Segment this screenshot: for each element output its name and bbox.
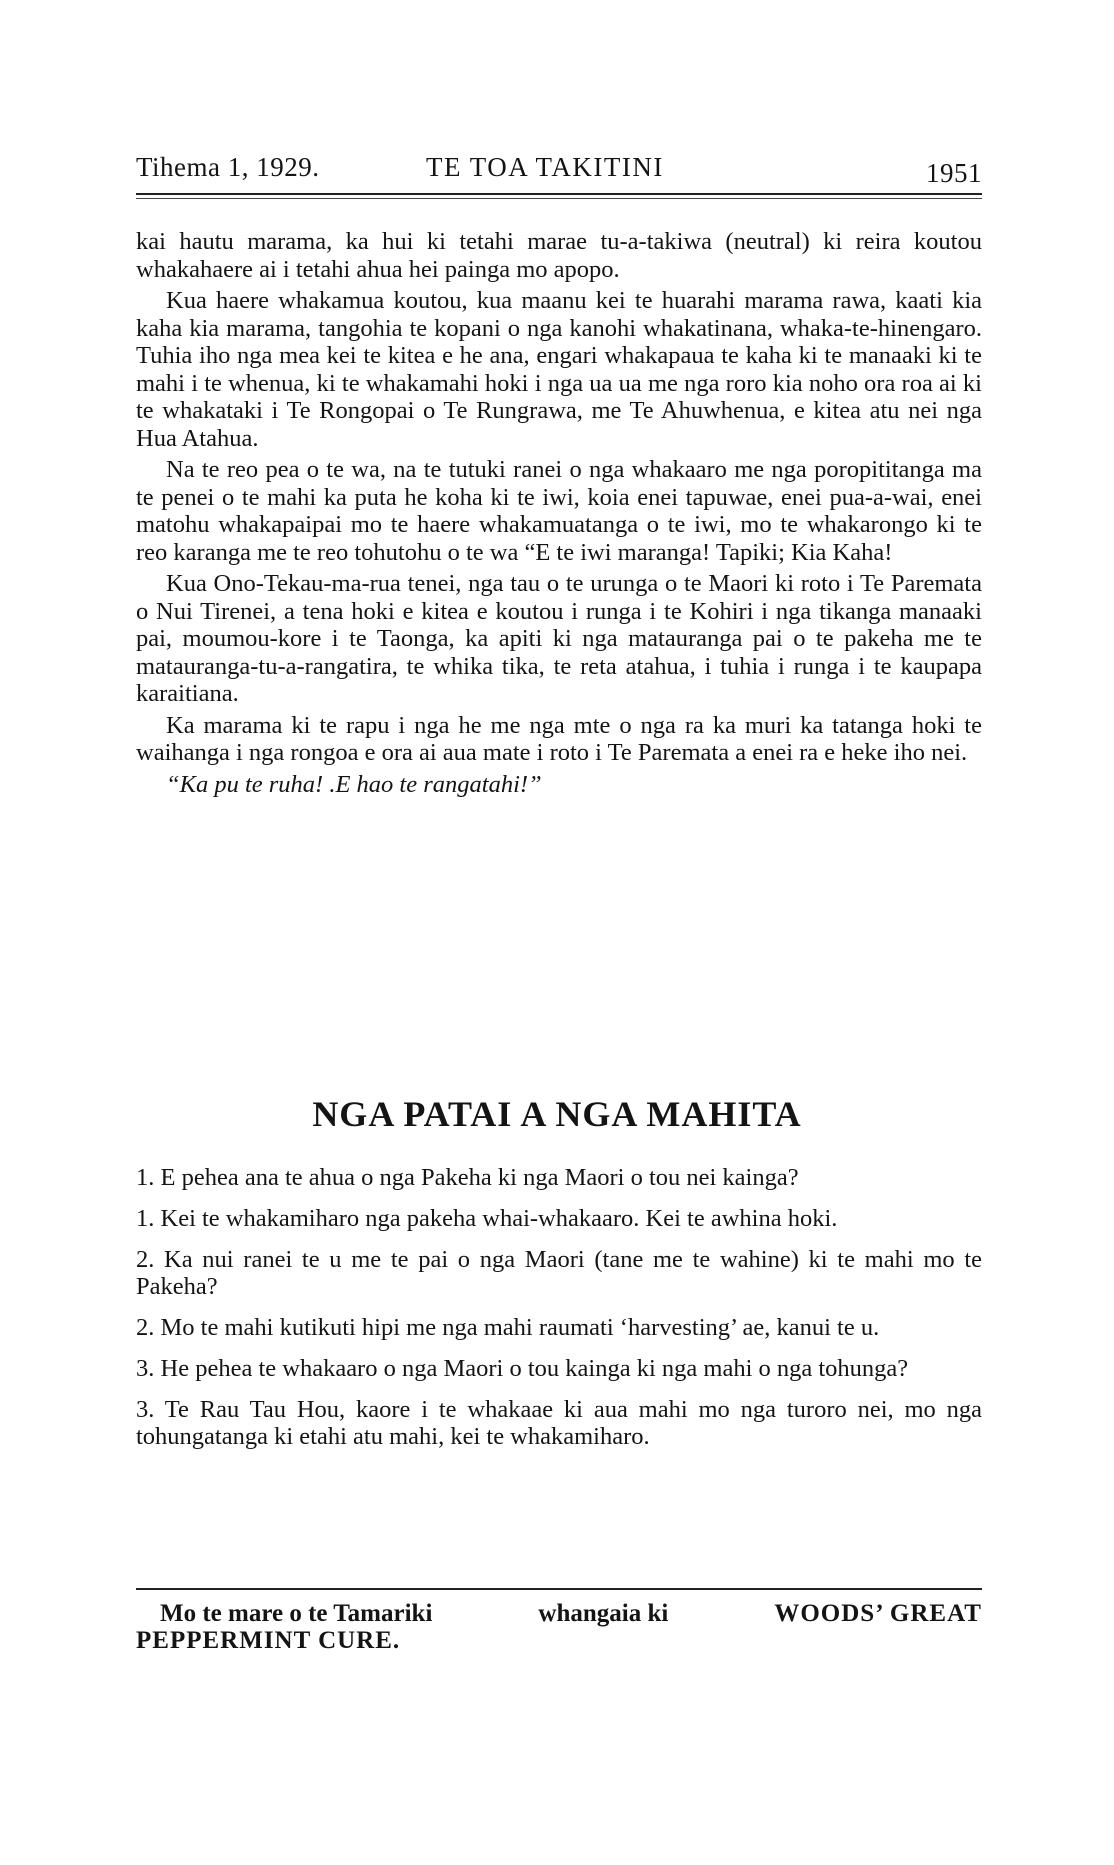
qa-item: 1. Kei te whakamiharo nga pakeha whai-whakaaro. Kei te awhina hoki. [136, 1205, 838, 1232]
article-body [136, 228, 982, 802]
advert-text-a: Mo te mare o te Tamariki [160, 1600, 433, 1627]
header-rule-thin [136, 198, 982, 199]
paragraph: Na te reo pea o te wa, na te tutuki ranei o nga whakaaro me nga poropititanga ma te penei o te mahi ka puta he koha ki te iwi, koia enei tapuwae, enei pua-a-wai, enei matohu whakapaipai mo te haere whakamuatanga o te iwi, mo te whakarongo ki te reo karanga me te reo tohutohu o te wa “E te iwi maranga! Tapiki; Kia Kaha! [136, 456, 982, 566]
qa-item: 1. E pehea ana te ahua o nga Pakeha ki nga Maori o tou nei kainga? [136, 1164, 799, 1191]
advert-line-1 [136, 1600, 982, 1627]
publication-title: TE TOA TAKITINI [426, 152, 664, 182]
advert-text-b: whangaia ki [538, 1600, 669, 1627]
paragraph: kai hautu marama, ka hui ki tetahi marae tu-a-takiwa (neutral) ki reira koutou whakahaere ai i tetahi ahua hei painga mo apopo. [136, 228, 982, 283]
advertisement [136, 1600, 982, 1654]
header-rule [136, 193, 982, 195]
qa-item: 3. Te Rau Tau Hou, kaore i te whakaae ki aua mahi mo nga turoro nei, mo nga tohungatanga ki etahi atu mahi, kei te whakamiharo. [136, 1396, 982, 1450]
advert-brand-1: WOODS’ GREAT [774, 1600, 982, 1627]
qa-item: 2. Ka nui ranei te u me te pai o nga Maori (tane me te wahine) ki te mahi mo te Pakeha? [136, 1246, 982, 1300]
paragraph: Kua Ono-Tekau-ma-rua tenei, nga tau o te urunga o te Maori ki roto i Te Paremata o Nui Tirenei, a tena hoki e kitea e koutou i runga i te Kohiri i nga tikanga manaaki pai, moumou-kore i te Taonga, ka apiti ki nga matauranga pai o te pakeha me te matauranga-tu-a-rangatira, te whika tika, te reta atahua, i tuhia i runga i te kaupapa karaitiana. [136, 570, 982, 707]
closing-quote: “Ka pu te ruha! .E hao te rangatahi!” [166, 770, 542, 798]
page-number: 1951 [926, 158, 982, 188]
qa-item: 2. Mo te mahi kutikuti hipi me nga mahi raumati ‘harvesting’ ae, kanui te u. [136, 1314, 880, 1341]
paragraph: Kua haere whakamua koutou, kua maanu kei te huarahi marama rawa, kaati kia kaha kia marama, tangohia te kopani o nga kanohi whakatinana, whaka-te-hinengaro. Tuhia iho nga mea kei te kitea e he ana, engari whakapaua te kaha ki te manaaki ki te mahi i te whenua, ki te whakamahi hoki i nga ua ua me nga roro kia noho ora roa ai ki te whakataki i Te Rongopai o Te Rungrawa, me Te Ahuwhenua, e kitea atu nei nga Hua Atahua. [136, 287, 982, 452]
paragraph: Ka marama ki te rapu i nga he me nga mte o nga ra ka muri ka tatanga hoki te waihanga i nga rongoa e ora ai aua mate i roto i Te Paremata a enei ra e heke iho nei. [136, 711, 982, 766]
section-heading: NGA PATAI A NGA MAHITA [312, 1094, 802, 1134]
advert-brand-2: PEPPERMINT CURE. [136, 1627, 401, 1654]
advert-rule [136, 1588, 982, 1590]
qa-item: 3. He pehea te whakaaro o nga Maori o tou kainga ki nga mahi o nga tohunga? [136, 1355, 909, 1382]
questions-answers [136, 1164, 982, 1464]
running-header [136, 148, 982, 188]
header-date: Tihema 1, 1929. [136, 152, 320, 182]
